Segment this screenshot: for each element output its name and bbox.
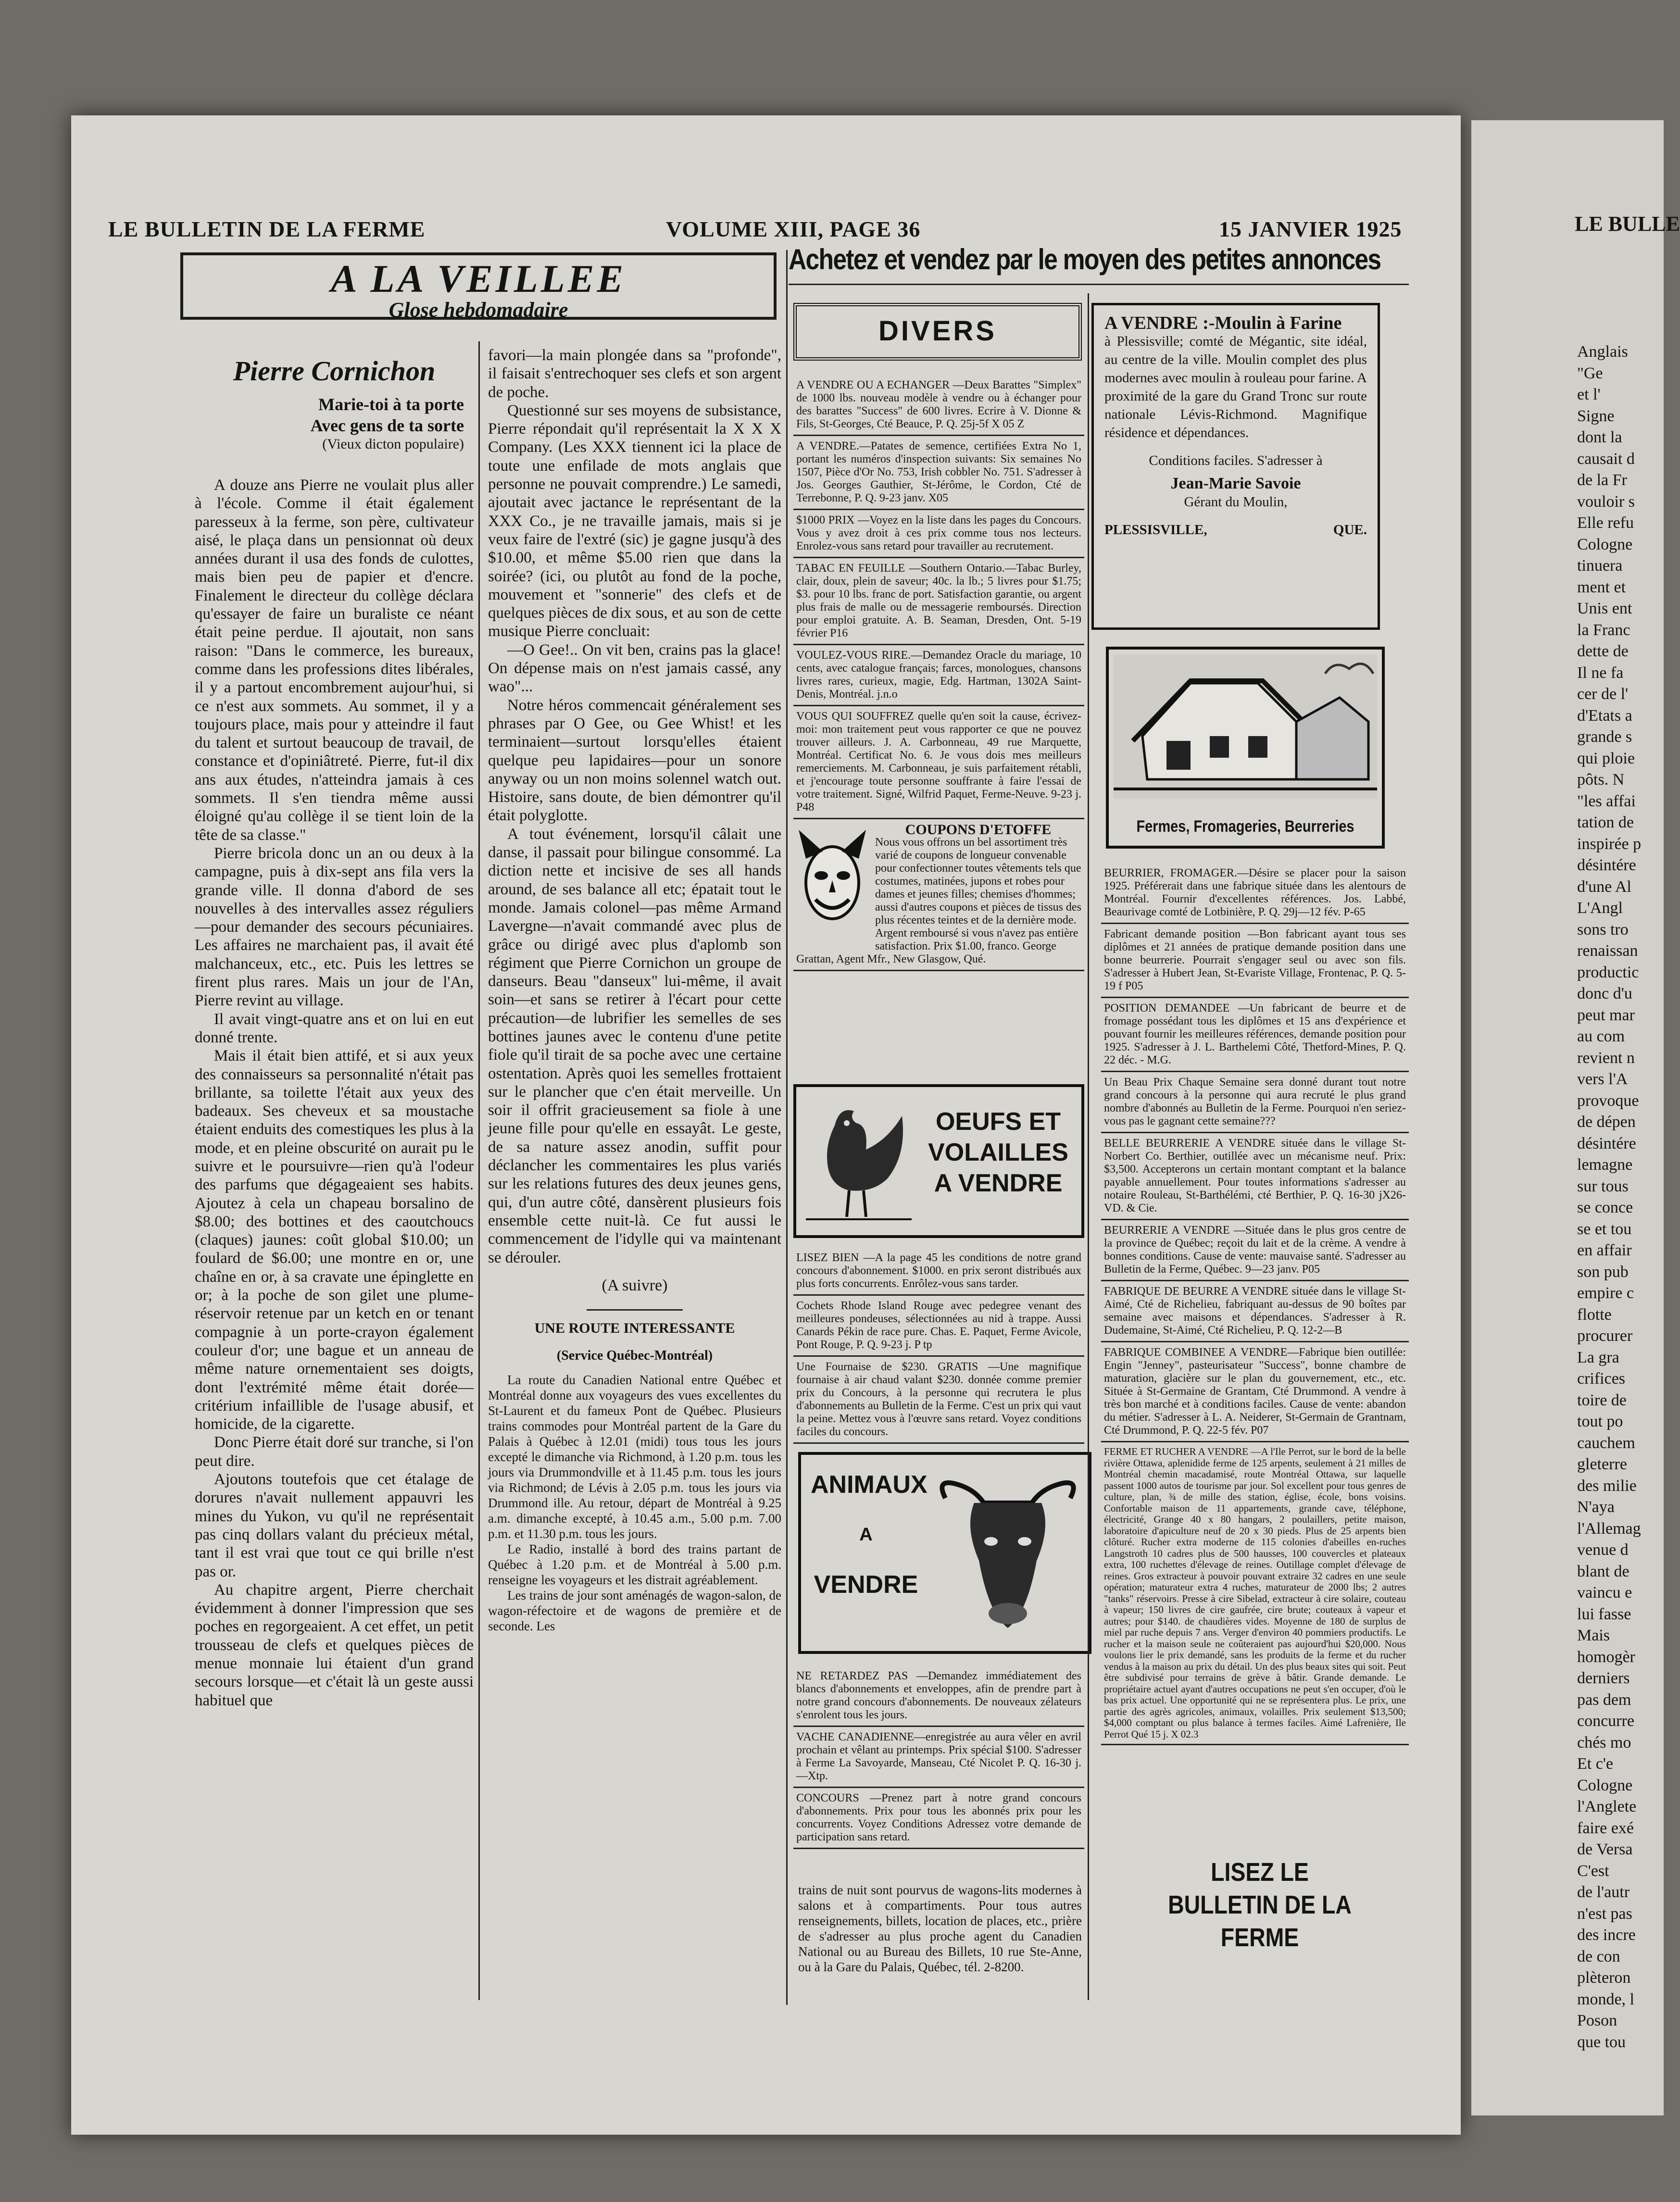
route-continued: trains de nuit sont pourvus de wagons-lits modernes à salons et à compartiments. Pour tous autres renseignements, billets, location de places, etc., prière de s'adresser au plus proche agent du Canadien National ou au Bureau des Billets, 10 rue Ste-Anne, ou à la Gare du Palais, Québec, tél. 2-8200.: [798, 1883, 1082, 1974]
coupons-title: COUPONS D'ETOFFE: [905, 822, 1052, 838]
veillee-section: [180, 252, 781, 320]
right-page-line: Il ne fa: [1577, 663, 1624, 682]
lisez-banner: [1128, 1856, 1392, 1954]
header-date: 15 JANVIER 1925: [1219, 217, 1402, 241]
right-page-line: Anglais: [1577, 343, 1628, 361]
right-page-line: L'Angl: [1577, 899, 1623, 917]
right-page-line: cauchem: [1577, 1434, 1635, 1452]
right-page-line: l'Anglete: [1577, 1798, 1637, 1815]
classified-ad: FABRIQUE DE BEURRE A VENDRE située dans le village St-Aimé, Cté de Richelieu, fabriquant au-dessus de 90 boîtes par semaine avec maisons et dépendances. S'adresser à R. Dudemaine, St-Aimé, Cté Richelieu, P. Q. 12-2—B: [1101, 1281, 1409, 1342]
classified-ad: TABAC EN FEUILLE —Southern Ontario.—Tabac Burley, clair, doux, plein de saveur; 40c. la lb.; 5 livres pour $1.75; $3. pour 10 lbs. franc de port. Satisfaction garantie, ou argent plus frais de malle ou de messagerie remboursés. Direction pour emploi gratuite. A. B. Seaman, Dresden, Ont. 5-19 février P16: [793, 558, 1084, 645]
right-page-line: d'Etats a: [1577, 706, 1632, 725]
header-left: LE BULLETIN DE LA FERME: [108, 217, 426, 241]
classified-ad: Un Beau Prix Chaque Semaine sera donné durant tout notre grand concours à la personne qui aura recruté le plus grand nombre d'abonnés au Bulletin de la Ferme. Pourquoi n'en seriez-vous pas le gagnant cette semaine???: [1101, 1072, 1409, 1133]
classified-ad: VOULEZ-VOUS RIRE.—Demandez Oracle du mariage, 10 cents, avec catalogue français; farces, monologues, chansons livres rares, curieux, magie, Edg. Hartman, 1302A Saint-Denis, Montréal. j.n.o: [793, 645, 1084, 706]
oeufs-line: OEUFS ET: [935, 1108, 1061, 1136]
animaux-line: VENDRE: [814, 1571, 918, 1599]
moulin-conditions: Conditions faciles. S'adresser à: [1149, 453, 1323, 468]
right-page-line: que tou: [1577, 2033, 1626, 2051]
right-page-line: concurre: [1577, 1712, 1634, 1730]
right-page-line: monde, l: [1577, 1990, 1634, 2008]
classified-ad: POSITION DEMANDEE —Un fabricant de beurre et de fromage possédant tous les diplômes et 15 ans d'expérience et pouvant fournir les meilleures références, demande position pour 1925. S'adresser à J. L. Barthelemi Côté, Thetford-Mines, P. Q. 22 déc. - M.G.: [1101, 998, 1409, 1072]
right-page-line: renaissan: [1577, 942, 1638, 960]
farm-house-icon: [1114, 654, 1377, 799]
route-paragraph: Les trains de jour sont aménagés de wagon-salon, de wagon-réfectoire et de wagons de première et de seconde. Les: [488, 1588, 781, 1633]
right-page-line: lui fasse: [1577, 1605, 1631, 1623]
right-page-line: son pub: [1577, 1263, 1629, 1281]
to-be-continued: (A suivre): [602, 1276, 668, 1294]
right-page-line: revient n: [1577, 1049, 1635, 1067]
divers-ads-b: [793, 1248, 1084, 1444]
animaux-line: A: [859, 1525, 873, 1545]
right-page-line: Cologne: [1577, 535, 1633, 553]
right-page-line: Poson: [1577, 2012, 1617, 2029]
animaux-text: [811, 1469, 928, 1600]
right-page-line: "les affai: [1577, 792, 1636, 810]
right-page-line: en affair: [1577, 1241, 1632, 1259]
route-paragraph: Le Radio, installé à bord des trains partant de Québec à 1.20 p.m. et de Montréal à 5.00 p.m. renseigne les voyageurs et les distrait agréablement.: [488, 1541, 781, 1587]
right-page-line: n'est pas: [1577, 1904, 1632, 1923]
right-page-line: chés mo: [1577, 1733, 1631, 1752]
right-page-line: de con: [1577, 1947, 1620, 1965]
right-page-line: de l'autr: [1577, 1883, 1630, 1901]
veillee-title: A LA VEILLEE: [330, 257, 627, 300]
classified-ad: FERME ET RUCHER A VENDRE —A l'Ile Perrot, sur le bord de la belle rivière Ottawa, aplenidide ferme de 125 arpents, seulement à 21 milles de Montréal chemin macadamisé, route Montréal Ottawa, sur laquelle passent 1000 autos de tourisme par jour. Sol excellent pour tous genres de culture, plan, ¾ de mille des station, église, école, bons voisins. Confortable maison de 11 appartements, grande cave, téléphone, électricité, Grange 40 x 80 hangars, 2 poulaillers, petite maison, laboratoire d'apiculture neuf de 20 x 30 pieds. Plus de 25 arpents bien clôturé. Rucher extra moderne de 115 colonies d'abeilles en-ruches Langstroth 10 cadres plus de 500 hausses, 100 couvercles et plateaux extra, 100 ruchettes d'élevage de reines. Outillage complet d'élevage de reines. Gros extracteur à pouvoir pouvant extraire 32 cadres en une seule opération; maturateur extra 4 ruches, maturateur de 2000 lbs; 2 autres "tanks" réservoirs. Presse à cire Sibelad, extracteur à cire solaire, couteau à vapeur; 150 livres de cire gaufrée, cire brute; couteaux à vapeur et autres; pour $140. de chaudières vides. Moyenne de 180 de surplus de miel par ruche depuis 7 ans. Verger d'environ 40 pommiers productifs. Le rucher et la maison seule ne coûteraient pas aujourd'hui $20,000. Nous voulons lier le prix demandé, sans les produits de la ferme et du rucher vendus à la maison au prix du détail. Un des plus beaux sites qui soit. Peut être subdivisé pour terrains de grève à bâtir. Grande demande. Le propriétaire actuel ayant d'autres occupations ne peut s'en occuper, d'où le bas prix actuel. Une opportunité qui ne se représentera plus. Le prix, une partie des agrès agricoles, animaux, volailles. Prix seulement $13,500; $4,000 comptant ou plus balance à termes faciles. Aimé Lafrenière, Ile Perrot Qué 15 j. X 02.3: [1101, 1442, 1409, 1745]
right-page-line: d'une Al: [1577, 877, 1631, 896]
right-page-line: derniers: [1577, 1669, 1630, 1687]
right-page-line: vaincu e: [1577, 1584, 1632, 1601]
right-page-line: Et c'e: [1577, 1755, 1614, 1773]
right-page-line: causait d: [1577, 450, 1635, 468]
right-page-line: et l': [1577, 386, 1601, 403]
moulin-ad-box: [1091, 303, 1380, 630]
right-page-line: la Franc: [1577, 621, 1630, 639]
right-page-line: se conce: [1577, 1199, 1633, 1216]
rooster-icon: [806, 1097, 912, 1226]
right-page-line: peut mar: [1577, 1006, 1635, 1024]
right-page-line: de Versa: [1577, 1840, 1633, 1858]
classified-ad: A VENDRE OU A ECHANGER —Deux Barattes "Simplex" de 1000 lbs. nouveau modèle à vendre ou à échanger pour des barattes "Success" de 600 livres. Ecrire à V. Dionne & Fils, St-Georges, Cté Beauce, P. Q. 25j-5f X 05 Z: [793, 375, 1084, 436]
oeufs-ad-box: [793, 1084, 1084, 1238]
moulin-place: PLESSISVILLE,: [1104, 522, 1207, 538]
column-rule: [786, 250, 788, 2005]
story-paragraph: Donc Pierre était doré sur tranche, si l'on peut dire.: [195, 1434, 474, 1470]
right-page-line: sur tous: [1577, 1177, 1629, 1195]
classified-ad: BEURRIER, FROMAGER.—Désire se placer pour la saison 1925. Préférerait dans une fabrique située dans les alentours de Montréal. Fournir d'excellentes références. Jos. Labbé, Beaurivage comté de Lotbinière, P. Q. 29j—12 fév. P-65: [1101, 863, 1409, 924]
story-title: Pierre Cornichon: [233, 355, 436, 387]
right-page-line: Unis ent: [1577, 600, 1632, 617]
epigraph-line2: Avec gens de ta sorte: [310, 416, 464, 435]
right-page-text: [1577, 341, 1654, 2053]
right-page-line: Mais: [1577, 1626, 1610, 1644]
classified-ad: LISEZ BIEN —A la page 45 les conditions de notre grand concours d'abonnement. $1000. en prix seront distribués aux plus forts concurrents. Enrôlez-vous sans tarder.: [793, 1248, 1084, 1296]
story-paragraph: favori—la main plongée dans sa "profonde", il faisait s'entrechoquer ses clefs et son argent de poche.: [488, 347, 781, 401]
moulin-role: Gérant du Moulin,: [1184, 494, 1288, 510]
story-paragraph: Mais il était bien attifé, et si aux yeux des connaisseurs sa personnalité n'était pas brillante, sa toilette l'était aux yeux des badeaux. Ses cheveux et sa moustache étaient enduits des comestiques les plus à la mode, et en pleine obscurité on aurait pu le suivre et le poursuivre—rien qu'à l'odeur des parfums que dégageaient ses habits. Ajoutez à cela un chapeau borsalino de $8.00; des bottines et des caoutchoucs (claques) jaunes: coût global $10.00; un foulard de $6.00; une montre en or, une chaîne en or, à sa cravate une épinglette en or; à la poche de son gilet une plume-réservoir retenue par un ketch en or tenant compagnie à un porte-crayon également couleur d'or; une bague et un anneau de même nature ornementaient ses doigts, dont l'extrémité même était dorée—critérium infaillible de l'usage abusif, et homicide, de la cigarette.: [195, 1047, 474, 1433]
right-page-line: empire c: [1577, 1284, 1634, 1302]
right-page-line: N'aya: [1577, 1498, 1615, 1516]
story-left-column: [195, 476, 474, 1710]
veillee-title-box: [180, 252, 777, 320]
classified-ad: Une Fournaise de $230. GRATIS —Une magnifique fournaise à air chaud valant $230. donnée comme premier prix du Concours, à la personne qui recrutera le plus d'abonnements au Bulletin de la Ferme. C'est un prix qui vaut la peine. Mettez vous à l'œuvre sans retard. Voyez conditions faciles du concours.: [793, 1357, 1084, 1444]
right-page-line: grande s: [1577, 728, 1632, 746]
divers-box: DIVERS: [793, 303, 1082, 361]
story-right-column: [488, 346, 781, 1634]
right-page-line: crifices: [1577, 1370, 1626, 1388]
oeufs-line: A VENDRE: [934, 1169, 1063, 1197]
right-page-line: toire de: [1577, 1391, 1627, 1409]
column-rule: [478, 341, 480, 2000]
coupons-ad: [793, 819, 1084, 971]
right-page-line: Signe: [1577, 407, 1615, 425]
story-paragraph: —O Gee!.. On vit ben, crains pas la glace! On dépense mais on n'est jamais cassé, any wao"...: [488, 641, 781, 696]
jester-mask-icon: [796, 825, 868, 940]
right-page-line: sons tro: [1577, 920, 1629, 938]
story-heading: [195, 346, 474, 452]
right-page-line: se et tou: [1577, 1220, 1632, 1238]
column-rule: [1088, 293, 1089, 2000]
right-page-line: provoque: [1577, 1091, 1639, 1110]
col3-ads: [1101, 863, 1409, 1745]
page-header: [108, 216, 1402, 245]
right-page-line: plèteron: [1577, 1969, 1631, 1987]
right-page-line: l'Allemag: [1577, 1519, 1641, 1538]
right-page-line: de dépen: [1577, 1113, 1636, 1131]
right-page-line: dette de: [1577, 642, 1629, 660]
route-paragraph: La route du Canadien National entre Québec et Montréal donne aux voyageurs des vues excellentes du St-Laurent et du fameux Pont de Québec. Plusieurs trains commodes pour Montréal partent de la Gare du Palais à Québec à 12.01 (midi) tous tous les jours excepté le dimanche via Richmond, à 1.20 p.m. tous les jours via Drummondville et à 11.45 p.m. tous les jours via Richmond; de Lévis à 2.05 p.m. tous les jours via Drummond ille. Au retour, départ de Montréal à 9.25 a.m. dimanche excepté, à 10.45 a.m., 5.00 p.m. 7.00 p.m. et 11.30 p.m. tous les jours.: [488, 1372, 781, 1541]
route-title: UNE ROUTE INTERESSANTE: [534, 1320, 735, 1336]
classified-ad: BEURRERIE A VENDRE —Située dans le plus gros centre de la province de Québec; reçoit du lait et de la crème. A vendre à bonnes conditions. Cause de vente: mauvaise santé. S'adresser au Bulletin de la Ferme, Québec. 9—23 janv. P05: [1101, 1220, 1409, 1281]
right-page-line: désintére: [1577, 1134, 1636, 1152]
classified-ad: A VENDRE.—Patates de semence, certifiées Extra No 1, portant les numéros d'inspection suivants: Six semaines No 1507, Pièce d'Or No. 753, Irish cobbler No. 751. S'adresser à Jos. Georges Gauthier, St-Jérôme, le Cordon, Cté de Terrebonne, P. Q. 9-23 janv. X05: [793, 436, 1084, 510]
story-paragraph: Notre héros commencait généralement ses phrases par O Gee, ou Gee Whist! et les terminaient—surtout lorsqu'elles étaient quelque peu lapidaires—pour un sonore anyway ou un non moins solennel watch out. Histoire, sans doute, de bien démontrer qu'il était polyglotte.: [488, 696, 781, 825]
right-page-line: ment et: [1577, 578, 1626, 596]
right-page-line: gleterre: [1577, 1455, 1627, 1473]
right-page-line: cer de l': [1577, 685, 1629, 703]
right-page-line: La gra: [1577, 1348, 1619, 1366]
right-page-line: inspirée p: [1577, 835, 1642, 853]
classified-banner: Achetez et vendez par le moyen des petites annonces: [789, 243, 1381, 275]
right-page-line: pôts. N: [1577, 771, 1625, 788]
fermes-ad-box: [1106, 647, 1385, 849]
right-page-line: Elle refu: [1577, 514, 1634, 532]
right-page-line: homogèr: [1577, 1648, 1635, 1666]
right-page-line: "Ge: [1577, 364, 1603, 382]
epigraph-line1: Marie-toi à ta porte: [318, 395, 464, 414]
classified-ad: Fabricant demande position —Bon fabricant ayant tous ses diplômes et 21 années de pratique demande position dans une bonne beurrerie. Pourrait s'engager seul ou avec son fils. S'adresser à Hubert Jean, St-Evariste Village, Frontenac, P. Q. 5-19 f P05: [1101, 924, 1409, 998]
oeufs-text: [916, 1106, 1080, 1199]
divers-ads: [793, 375, 1084, 971]
classified-ad: VOUS QUI SOUFFREZ quelle qu'en soit la cause, écrivez-moi: mon traitement peut vous rapporter ce que ne pouvez trouver ailleurs. J. A. Carbonneau, 49 rue Marquette, Montréal. Certificat No. 6. Je vous dois mes meilleurs remerciements. M. Carbonneau, je suis parfaitement rétabli, et j'encourage toute personne souffrante à faire l'essai de votre traitement. Signé, Wilfrid Paquet, Ferme-Neuve. 9-23 j. P48: [793, 706, 1084, 819]
story-paragraph: A douze ans Pierre ne voulait plus aller à l'école. Comme il était également paresseux à la ferme, son père, cultivateur aisé, le plaça dans un pensionnat où deux années durant il usa des fonds de culottes, mais bien peu de papier et d'encre. Finalement le directeur du collège déclara qu'essayer de faire un buraliste ce néant était peine perdue. Il ajoutait, non sans raison: "Dans le commerce, les bureaux, comme dans les professions dites libérales, il y a partout encombrement aujour'hui, si ce n'est aux sommets. Au sommet, il y a toujours place, mais pour y atteindre il faut du talent et surtout beaucoup de travail, de constance et d'opiniâtreté. Pierre, fut-il dix ans aux études, n'atteindra jamais à ces sommets. Il s'en tiendra même aussi éloigné qu'au collège il se tient loin de la tête de sa classe.": [195, 476, 474, 844]
right-page-line: productic: [1577, 963, 1639, 981]
animaux-ad-box: [798, 1452, 1091, 1654]
right-page-line: des incre: [1577, 1926, 1636, 1944]
right-page-line: qui ploie: [1577, 749, 1635, 767]
right-page-line: faire exé: [1577, 1819, 1634, 1837]
veillee-subtitle: Glose hebdomadaire: [389, 298, 568, 322]
lisez-line: BULLETIN DE LA FERME: [1168, 1890, 1352, 1952]
right-page-line: Cologne: [1577, 1776, 1633, 1794]
right-page-line: des milie: [1577, 1476, 1637, 1495]
right-page-line: blant de: [1577, 1562, 1630, 1580]
story-paragraph: Questionné sur ses moyens de subsistance, Pierre répondait qu'il représentait la X X X Company. (Les XXX tiennent ici la place de toute une enfilade de mots anglais que personne ne pouvait comprendre.) Le samedi, ajoutait avec jactance le représentant de la XXX Co., je ne travaille jamais, mais si je veux faire de l'extré (sic) je gagne jusqu'à des $10.00, et même $5.00 rien que dans la soirée? (ici, ou plutôt au fond de la poche, mouvement et "sonnerie" des clefs et de quelques pièces de dix sous, et au son de cette musique Pierre concluait:: [488, 401, 781, 640]
epigraph-source: (Vieux dicton populaire): [322, 436, 464, 452]
right-page-line: dont la: [1577, 428, 1622, 446]
right-page-line: flotte: [1577, 1305, 1612, 1324]
right-page-header: LE BULLE: [1575, 212, 1680, 236]
fermes-caption: Fermes, Fromageries, Beurreries: [1136, 817, 1354, 836]
right-page-line: donc d'u: [1577, 985, 1632, 1002]
classified-ad: BELLE BEURRERIE A VENDRE située dans le village St-Norbert Co. Berthier, outillée avec un mécanisme neuf. Prix: $3,500. Accepterons un certain montant comptant et la balance payable annuellement. Pour toutes informations s'adresser au notaire Rouleau, St-Barthélémi, cté Berthier, P. Q. 16-30 jX26-VD. & Cie.: [1101, 1133, 1409, 1220]
header-center: VOLUME XIII, PAGE 36: [666, 217, 921, 241]
right-page-line: tinuera: [1577, 557, 1623, 575]
classified-ad: FABRIQUE COMBINEE A VENDRE—Fabrique bien outillée: Engin "Jenney", pasteurisateur "Success", bonne chambre de maturation, glacière sur le plan du gouvernement, etc., etc. Située à St-Germaine de Grantam, Cté Drummond. A vendre à très bon marché et à conditions faciles. Cause de vente: abandon du métier. S'adresser à L. A. Neiderer, St-Germain de Grantnam, Cté Drummond, P. Q. 22-5 fév. P07: [1101, 1342, 1409, 1442]
classified-ad: $1000 PRIX —Voyez en la liste dans les pages du Concours. Vous y avez droit à ces prix comme tous nos lecteurs. Enrolez-vous sans retard pour travailler au recrutement.: [793, 510, 1084, 558]
right-page-line: vers l'A: [1577, 1070, 1628, 1088]
right-page-line: procurer: [1577, 1327, 1633, 1345]
story-paragraph: A tout événement, lorsqu'il câlait une danse, il passait pour bilingue consommé. La diction nette et incisive de ses all hands around, de ses balance all etc; épatait tout le monde. Jamais colonel—pas même Armand Lavergne—n'avait commandé avec plus de grâce ou dirigé avec plus d'aplomb son régiment que Pierre Cornichon un groupe de danseurs. Beau "danseux" lui-même, il avait soin—et sans se retirer à l'écart pour cette précaution—de lubrifier les semelles de ses bottines jaunes avec le contenu d'une petite fiole qu'il tirait de sa poche avec une certaine ostentation. Après quoi les semelles frottaient sur le plancher que c'en était merveille. Un soir il offrit gracieusement sa fiole à une jeune fille pour qu'elle en essayât. Le geste, de sa nature assez anodin, suffit pour déclancher les commentaires les plus variés sur les relations futures des deux jeunes gens, qui, d'un autre côté, dansèrent plusieurs fois ensemble cette nuit-là. Ce fut aussi le commencement de l'idylle qui va maintenant se dérouler.: [488, 825, 781, 1266]
story-paragraph: Au chapitre argent, Pierre cherchait évidemment à donner l'impression que ses poches en regorgeaient. A cet effet, un petit trousseau de clefs et quelques pièces de menue monnaie lui étaient d'un grand secours lorsque—et c'était là un geste aussi habituel que: [195, 1581, 474, 1709]
divider: [587, 1309, 683, 1311]
story-paragraph: Ajoutons toutefois que cet étalage de dorures n'avait nullement appauvri les mines du Yukon, vu qu'il ne représentait pas cinq dollars valant du précieux métal, tant il est vrai que tout ce qui brille n'est pas or.: [195, 1471, 474, 1580]
right-page-line: au com: [1577, 1027, 1625, 1045]
route-subtitle: (Service Québec-Montréal): [556, 1348, 713, 1363]
classified-ad: CONCOURS —Prenez part à notre grand concours d'abonnements. Prix pour tous les abonnés prix pour les concurrents. Voyez Conditions Adressez votre demande de participation sans retard.: [793, 1788, 1084, 1849]
right-page-line: pas dem: [1577, 1690, 1631, 1709]
lisez-line: LISEZ LE: [1211, 1858, 1309, 1887]
moulin-place-row: [1104, 521, 1367, 539]
right-page-line: venue d: [1577, 1541, 1629, 1559]
banner-rule: [789, 284, 1409, 285]
classified-ad: Cochets Rhode Island Rouge avec pedegree venant des meilleures pondeuses, sélectionnées au nid à trappe. Aussi Canards Pékin de race pure. Chas. E. Paquet, Ferme Avicole, Pont Rouge, P. Q. 9-23 j. P tp: [793, 1296, 1084, 1357]
right-page-line: tation de: [1577, 813, 1634, 831]
right-page-line: vouloir s: [1577, 492, 1635, 511]
right-page-line: tout po: [1577, 1413, 1623, 1430]
animaux-line: ANIMAUX: [811, 1471, 928, 1499]
right-page-line: de la Fr: [1577, 471, 1627, 489]
right-page-line: C'est: [1577, 1862, 1609, 1880]
story-paragraph: Pierre bricola donc un an ou deux à la campagne, puis à dix-sept ans fila vers la grande ville. Il donna d'abord de ses nouvelles à des intervalles assez réguliers—pour demander des secours pécuniaires. Les affaires ne marchaient pas, il avait été malchanceux, etc., etc. Puis les lettres se firent plus rares. Mais un jour de l'An, Pierre revint au village.: [195, 844, 474, 1010]
classified-ad: VACHE CANADIENNE—enregistrée au aura vêler en avril prochain et vêlant au printemps. Prix spécial $100. S'adresser à Ferme La Savoyarde, Manseau, Cté Nicolet P. Q. 16-30 j.—Xtp.: [793, 1727, 1084, 1788]
divers-ads-c: [793, 1666, 1084, 1849]
classified-ad: NE RETARDEZ PAS —Demandez immédiatement des blancs d'abonnements et enveloppes, afin de prendre part à notre grand concours d'abonnements. De nouveaux zélateurs s'enrolent tous les jours.: [793, 1666, 1084, 1727]
right-page-line: désintére: [1577, 856, 1636, 874]
moulin-text: à Plessisville; comté de Mégantic, site idéal, au centre de la ville. Moulin complet des plus modernes avec moulin à rouleau pour farine. A proximité de la gare du Grand Tronc sur route nationale Lévis-Richmond. Magnifique résidence et dépendances.: [1104, 334, 1367, 440]
coupons-text: Nous vous offrons un bel assortiment très varié de coupons de longueur convenable pour confectionner toutes vêtements tels que costumes, matinées, jupons et robes pour dames et jeunes filles; chemises d'hommes; aussi d'autres coupons et pièces de tissus des plus récentes teintes et de la dernière mode. Argent remboursé si vous n'avez pas entière satisfaction. Prix $1.00, franco. George Grattan, Agent Mfr., New Glasgow, Qué.: [796, 836, 1081, 965]
oeufs-line: VOLAILLES: [928, 1139, 1068, 1166]
moulin-prov: QUE.: [1333, 522, 1367, 538]
bull-head-icon: [936, 1469, 1080, 1642]
moulin-name: Jean-Marie Savoie: [1170, 475, 1301, 492]
right-page-line: lemagne: [1577, 1156, 1633, 1174]
story-paragraph: Il avait vingt-quatre ans et on lui en eut donné trente.: [195, 1010, 474, 1046]
moulin-title: A VENDRE :-Moulin à Farine: [1104, 313, 1342, 333]
